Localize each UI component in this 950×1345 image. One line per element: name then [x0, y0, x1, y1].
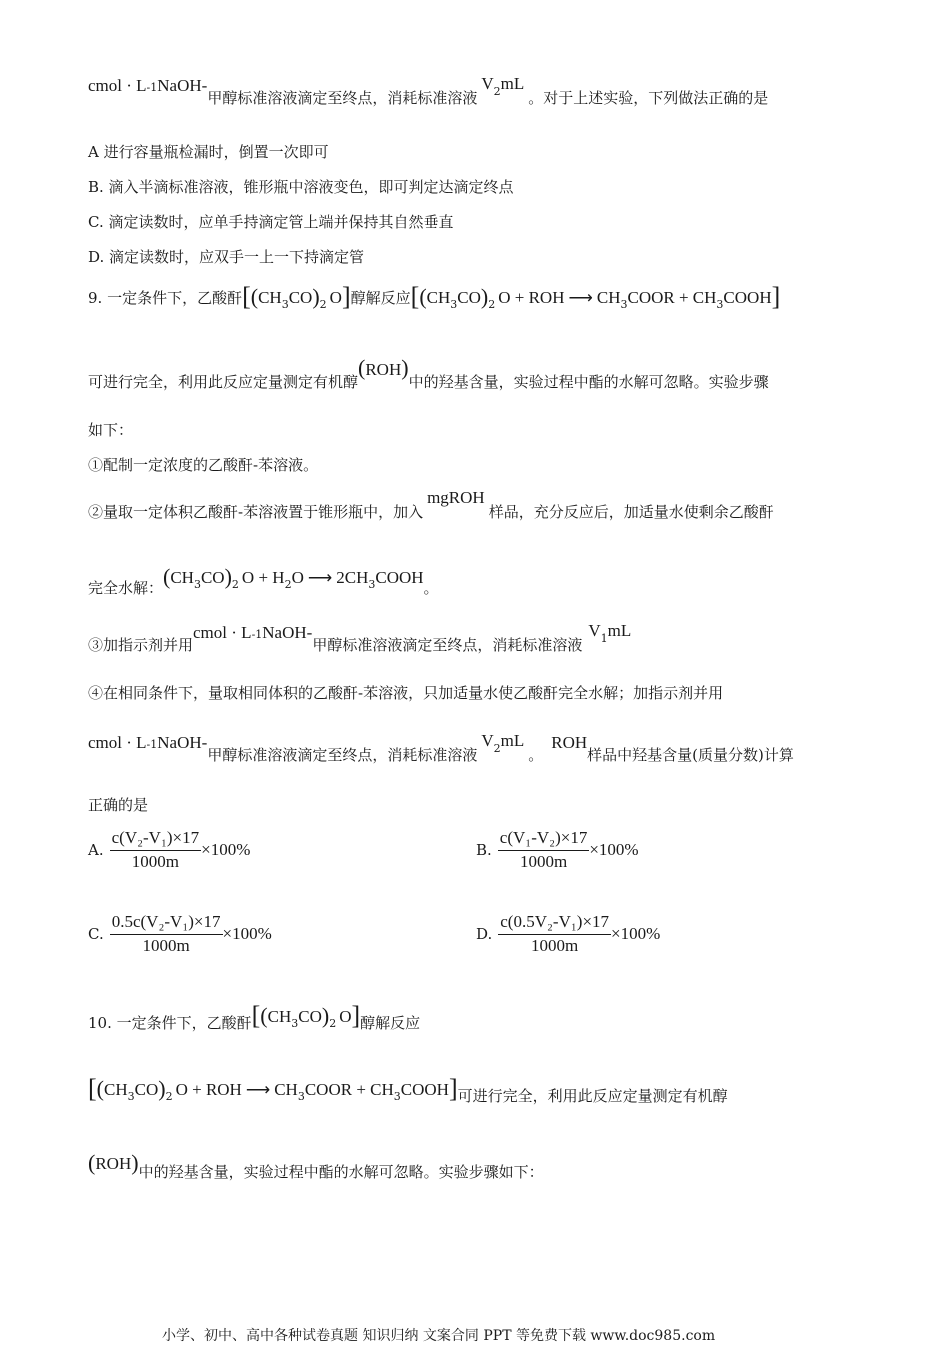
- percent-factor: ×100%: [201, 840, 251, 859]
- option-c: C. 滴定读数时，应单手持滴定管上端并保持其自然垂直: [88, 213, 454, 231]
- paren: (: [96, 1076, 104, 1101]
- q9-line-3: 如下：: [88, 421, 134, 439]
- text: 甲醇标准溶液滴定至终点，消耗标准溶液: [312, 636, 583, 654]
- formula: CH: [104, 1080, 128, 1099]
- formula: O: [329, 288, 342, 307]
- paren: ): [224, 564, 232, 589]
- formula: O + ROH: [175, 1080, 242, 1099]
- bracket-close: ]: [448, 1074, 458, 1103]
- numerator: c(0.5V₂-V₁)×17: [498, 912, 611, 935]
- q9-step-4: ④在相同条件下，量取相同体积的乙酸酐-苯溶液，只加适量水使乙酸酐完全水解；加指示剂并用: [88, 684, 724, 702]
- paren: ): [401, 355, 409, 380]
- subscript: 3: [450, 298, 458, 311]
- paren: ): [312, 284, 320, 309]
- fraction: [110, 912, 223, 956]
- conc-unit: cmol · L: [193, 623, 252, 642]
- q9-number-text: 9. 一定条件下，乙酸酐: [88, 289, 243, 307]
- text: 中的羟基含量，实验过程中酯的水解可忽略。实验步骤: [408, 373, 769, 391]
- formula: O: [339, 1007, 352, 1026]
- subscript: 3: [127, 1090, 135, 1103]
- text: 。: [423, 579, 439, 597]
- percent-factor: ×100%: [222, 924, 272, 943]
- formula: O: [291, 568, 304, 587]
- volume-var: V: [588, 621, 601, 640]
- denominator: 1000m: [142, 936, 190, 955]
- subscript: 2: [165, 1090, 173, 1103]
- subscript: 3: [393, 1090, 401, 1103]
- paren: (: [358, 355, 366, 380]
- option-b: B. 滴入半滴标准溶液，锥形瓶中溶液变色，即可判定达滴定终点: [88, 178, 514, 196]
- q9-intro-line: [88, 282, 781, 311]
- text: 可进行完全，利用此反应定量测定有机醇: [88, 373, 359, 391]
- formula: CH: [170, 568, 194, 587]
- numerator: 0.5c(V₂-V₁)×17: [110, 912, 223, 935]
- text: ②量取一定体积乙酸酐-苯溶液置于锥形瓶中，加入: [88, 503, 424, 521]
- paren: ): [131, 1150, 139, 1175]
- text: ③加指示剂并用: [88, 636, 194, 654]
- q8-continuation-line: [88, 74, 769, 110]
- fraction: [498, 912, 611, 956]
- arrow-icon: ⟶: [568, 288, 593, 307]
- text: 醇解反应: [360, 1014, 421, 1032]
- arrow-icon: ⟶: [307, 568, 333, 587]
- paren: ): [321, 1003, 330, 1028]
- q9-line-2: [88, 355, 769, 392]
- formula: ROH: [365, 360, 402, 379]
- formula: CH: [596, 288, 621, 307]
- q9-question: 正确的是: [88, 796, 149, 814]
- formula: COOH: [723, 288, 772, 307]
- conc-unit: cmol · L: [88, 76, 147, 95]
- formula: CO: [200, 568, 225, 587]
- formula: CO: [288, 288, 313, 307]
- fraction: [498, 828, 590, 872]
- option-label: B.: [476, 841, 492, 859]
- naoh: NaOH-: [262, 623, 313, 642]
- subscript: 2: [329, 1017, 337, 1030]
- ml-unit: mL: [500, 731, 525, 750]
- subscript: 3: [368, 578, 376, 591]
- paren: ): [480, 284, 489, 309]
- text: 中的羟基含量，实验过程中酯的水解可忽略。实验步骤如下：: [138, 1163, 544, 1181]
- subscript: 3: [291, 1017, 299, 1030]
- formula: CH: [267, 1007, 292, 1026]
- q9-step-3: [88, 621, 632, 657]
- bracket-open: [: [88, 1074, 97, 1103]
- subscript: 3: [620, 298, 628, 311]
- subscript: 3: [281, 298, 289, 311]
- arrow-icon: ⟶: [245, 1080, 271, 1099]
- bracket-open: [: [242, 282, 251, 311]
- q10-equation-line: [88, 1074, 728, 1108]
- numerator: c(V₁-V₂)×17: [498, 828, 590, 851]
- percent-factor: ×100%: [589, 840, 639, 859]
- text: 甲醇标准溶液滴定至终点，消耗标准溶液: [207, 89, 478, 107]
- exponent: -1: [251, 628, 263, 641]
- formula: 2CH: [336, 568, 369, 587]
- percent-factor: ×100%: [611, 924, 661, 943]
- q9-option-d: [476, 912, 660, 956]
- text: 完全水解：: [88, 579, 164, 597]
- ml-unit: mL: [500, 74, 525, 93]
- text: 可进行完全，利用此反应定量测定有机醇: [457, 1087, 728, 1105]
- text: 样品中羟基含量(质量分数)计算: [587, 746, 794, 764]
- formula: COOH: [400, 1080, 449, 1099]
- q9-option-c: [88, 912, 272, 956]
- formula: CO: [298, 1007, 322, 1026]
- option-label: C.: [88, 925, 104, 943]
- subscript: 3: [297, 1090, 305, 1103]
- subscript: 2: [319, 298, 327, 311]
- q9-option-b: [476, 828, 639, 872]
- denominator: 1000m: [531, 936, 579, 955]
- formula: CH: [274, 1080, 298, 1099]
- formula: COOR + CH: [627, 288, 717, 307]
- q10-number-text: 10. 一定条件下，乙酸酐: [88, 1014, 252, 1032]
- bracket-close: ]: [351, 1001, 361, 1030]
- option-a: A 进行容量瓶检漏时，倒置一次即可: [88, 143, 329, 161]
- formula: O + ROH: [498, 288, 565, 307]
- q9-hydrolysis: [88, 564, 439, 600]
- formula: CH: [426, 288, 451, 307]
- q9-option-a: [88, 828, 250, 872]
- exponent: -1: [146, 738, 158, 751]
- formula: ROH: [551, 733, 588, 752]
- denominator: 1000m: [519, 852, 568, 871]
- volume-sub: 1: [600, 632, 608, 645]
- text: 。对于上述实验，下列做法正确的是: [528, 89, 769, 107]
- paren: ): [158, 1076, 166, 1101]
- bracket-open: [: [410, 282, 420, 311]
- q10-line-3: [88, 1150, 544, 1182]
- q9-step-2: [88, 488, 774, 522]
- text: 醇解反应: [350, 289, 411, 307]
- q10-intro-line: [88, 1001, 421, 1035]
- naoh: NaOH-: [157, 733, 208, 752]
- subscript: 2: [284, 578, 292, 591]
- denominator: 1000m: [131, 852, 179, 871]
- subscript: 3: [193, 578, 201, 591]
- subscript: 2: [231, 578, 239, 591]
- subscript: 2: [488, 298, 496, 311]
- formula: COOR + CH: [304, 1080, 394, 1099]
- bracket-open: [: [251, 1001, 261, 1030]
- bracket-close: ]: [771, 282, 781, 311]
- volume-sub: 2: [493, 85, 501, 98]
- paren: (: [419, 284, 427, 309]
- formula: O + H: [241, 568, 285, 587]
- paren: (: [88, 1150, 96, 1175]
- q9-step-5: [88, 731, 794, 767]
- formula: CO: [457, 288, 481, 307]
- text: 样品，充分反应后，加适量水使剩余乙酸酐: [488, 503, 774, 521]
- formula: CO: [134, 1080, 159, 1099]
- paren: (: [260, 1003, 268, 1028]
- formula: mgROH: [427, 488, 485, 507]
- conc-unit: cmol · L: [88, 733, 147, 752]
- text: 甲醇标准溶液滴定至终点，消耗标准溶液: [207, 746, 478, 764]
- fraction: [110, 828, 202, 872]
- naoh: NaOH-: [157, 76, 208, 95]
- page-footer: 小学、初中、高中各种试卷真题 知识归纳 文案合同 PPT 等免费下载 www.doc985.com: [162, 1328, 716, 1344]
- ml-unit: mL: [607, 621, 632, 640]
- volume-var: V: [481, 74, 494, 93]
- q9-step-1: ①配制一定浓度的乙酸酐-苯溶液。: [88, 456, 319, 474]
- paren: (: [250, 284, 259, 309]
- numerator: c(V₂-V₁)×17: [110, 828, 202, 851]
- paren: (: [163, 564, 171, 589]
- option-label: A.: [88, 841, 104, 859]
- exponent: -1: [146, 81, 158, 94]
- period: 。: [528, 746, 544, 764]
- formula: ROH: [95, 1154, 132, 1173]
- bracket-close: ]: [341, 282, 351, 311]
- formula: COOH: [375, 568, 424, 587]
- option-d: D. 滴定读数时，应双手一上一下持滴定管: [88, 248, 365, 266]
- volume-var: V: [481, 731, 494, 750]
- option-label: D.: [476, 925, 493, 943]
- volume-sub: 2: [493, 742, 501, 755]
- subscript: 3: [716, 298, 724, 311]
- formula: CH: [258, 288, 282, 307]
